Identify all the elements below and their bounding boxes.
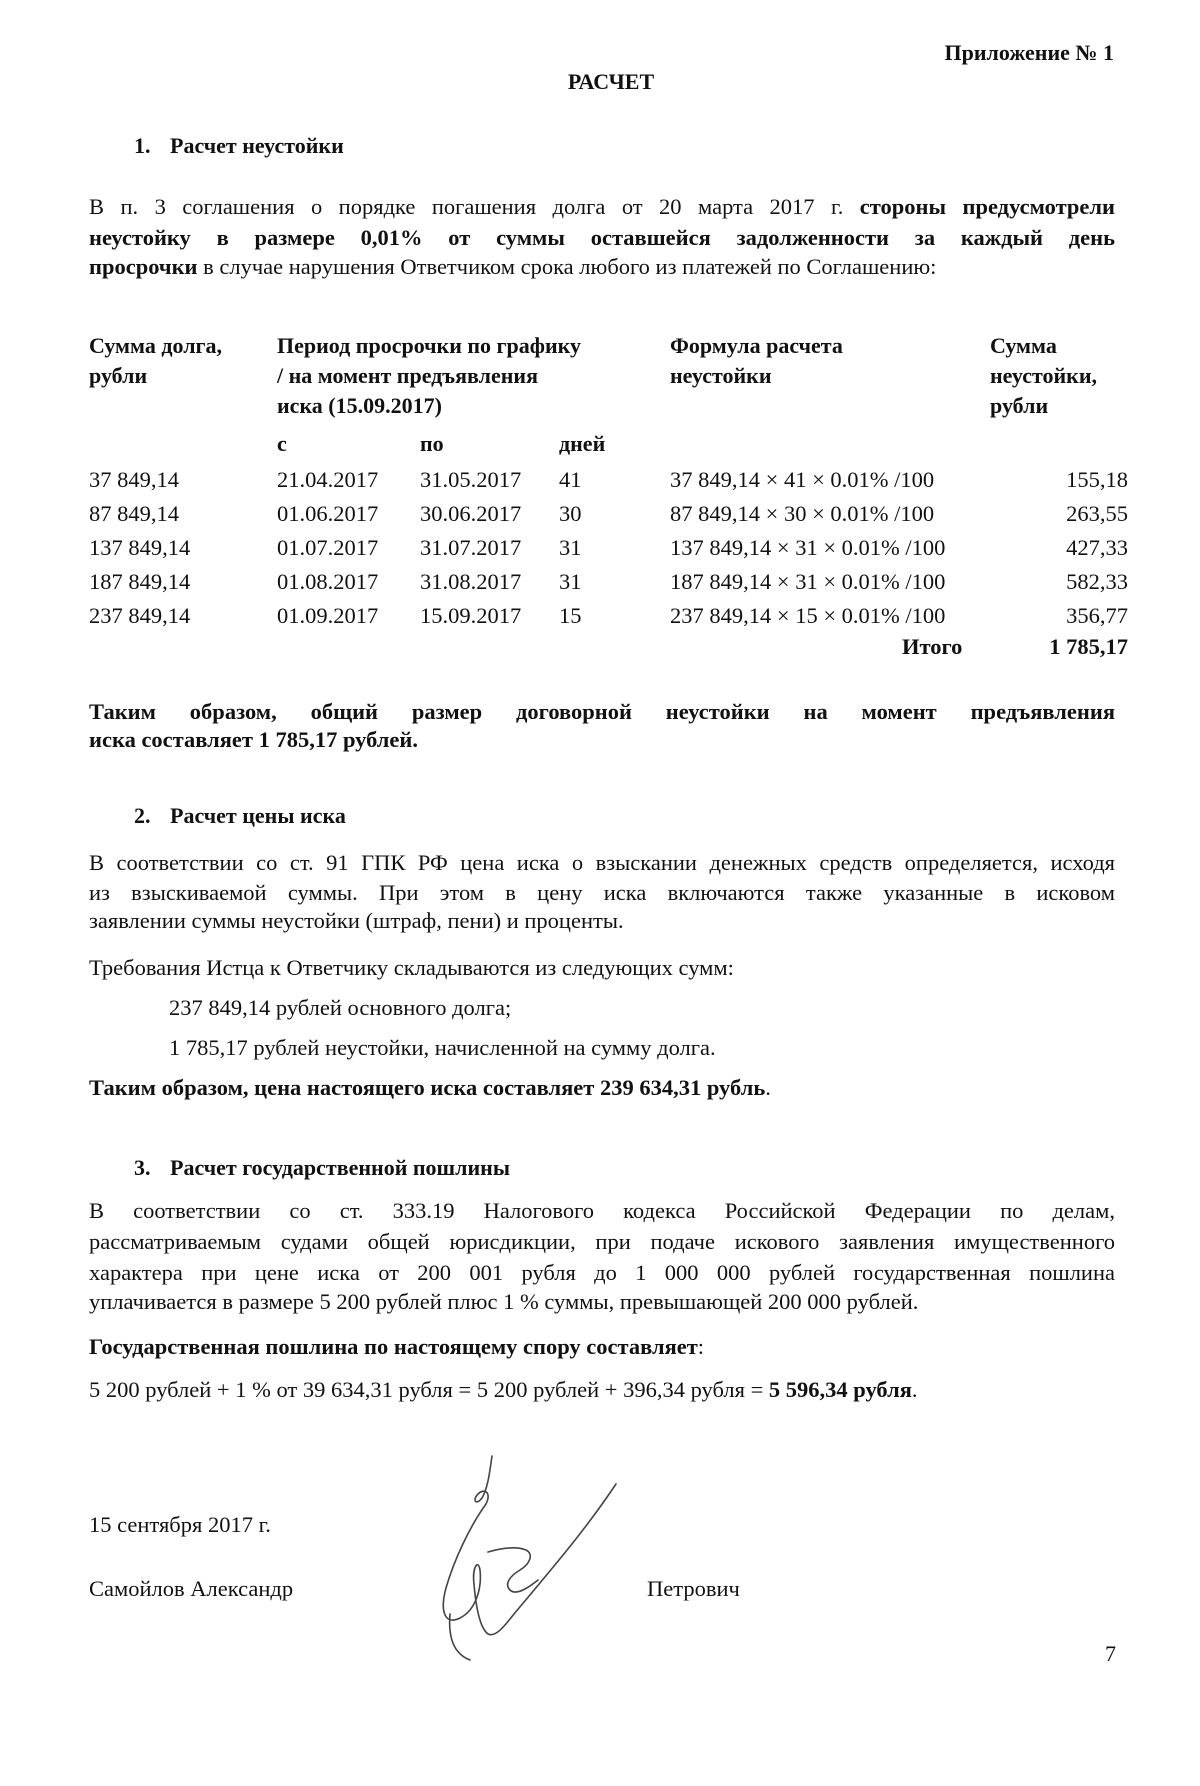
- table-cell-to: 31.07.2017: [420, 535, 522, 560]
- duty-statement: Государственная пошлина по настоящему спору составляет:: [89, 1334, 705, 1359]
- table-cell-days: 30: [559, 501, 582, 526]
- signer-name-right: Петрович: [647, 1576, 740, 1601]
- table-cell-to: 30.06.2017: [420, 501, 522, 526]
- section-2-number: 2.: [134, 803, 151, 828]
- table-header-days: дней: [559, 431, 606, 456]
- table-cell-days: 31: [559, 569, 582, 594]
- appendix-label: Приложение № 1: [944, 40, 1114, 65]
- table-cell-formula: 87 849,14 × 30 × 0.01% /100: [670, 501, 935, 526]
- table-cell-formula: 237 849,14 × 15 × 0.01% /100: [670, 603, 946, 628]
- section-2-conclusion: Таким образом, цена настоящего иска составляет 239 634,31 рубль.: [89, 1075, 771, 1100]
- section-3-title: Расчет государственной пошлины: [170, 1155, 511, 1180]
- claim-item-penalty: 1 785,17 рублей неустойки, начисленной на сумму долга.: [169, 1035, 716, 1060]
- table-header-from: с: [277, 431, 287, 456]
- handwritten-signature: [430, 1448, 640, 1668]
- claim-item-main-debt: 237 849,14 рублей основного долга;: [169, 995, 512, 1020]
- section-2-heading: [134, 803, 346, 829]
- table-header-penalty: Сумма неустойки, рубли: [990, 333, 1098, 418]
- section-1-conclusion-line-1: Таким образом, общий размер договорной неустойки на момент предъявления: [89, 699, 1115, 724]
- section-1-conclusion-line-2: иска составляет 1 785,17 рублей.: [89, 727, 418, 752]
- table-cell-debt: 37 849,14: [89, 467, 179, 492]
- page-number: 7: [1105, 1641, 1116, 1666]
- section-3-number: 3.: [134, 1155, 151, 1180]
- table-cell-penalty: 582,33: [1066, 569, 1128, 594]
- table-header-to: по: [420, 431, 444, 456]
- table-header-formula: Формула расчета неустойки: [670, 333, 843, 388]
- table-cell-from: 21.04.2017: [277, 467, 379, 492]
- table-cell-penalty: 356,77: [1066, 603, 1128, 628]
- table-cell-penalty: 427,33: [1066, 535, 1128, 560]
- table-cell-penalty: 263,55: [1066, 501, 1128, 526]
- section-1-intro-line-1: В п. 3 соглашения о порядке погашения долга от 20 марта 2017 г. стороны предусмотрели: [89, 194, 1116, 219]
- table-cell-to: 31.08.2017: [420, 569, 522, 594]
- table-cell-formula: 187 849,14 × 31 × 0.01% /100: [670, 569, 946, 594]
- table-cell-formula: 37 849,14 × 41 × 0.01% /100: [670, 467, 935, 492]
- section-3-para-line-2: рассматриваемым судами общей юрисдикции, при подаче искового заявления имущественного: [89, 1229, 1115, 1254]
- section-2-title: Расчет цены иска: [170, 803, 346, 828]
- section-1-intro-line-3: просрочки в случае нарушения Ответчиком срока любого из платежей по Соглашению:: [89, 254, 937, 279]
- signer-name-left: Самойлов Александр: [89, 1576, 294, 1601]
- section-3-heading: [134, 1155, 510, 1181]
- document-title: РАСЧЕТ: [567, 69, 655, 94]
- table-cell-penalty: 155,18: [1066, 467, 1128, 492]
- table-cell-formula: 137 849,14 × 31 × 0.01% /100: [670, 535, 946, 560]
- table-header-period: Период просрочки по графику / на момент предъявления иска (15.09.2017): [277, 333, 582, 418]
- table-cell-to: 15.09.2017: [420, 603, 522, 628]
- table-total-value: 1 785,17: [1049, 634, 1128, 659]
- table-cell-from: 01.08.2017: [277, 569, 379, 594]
- table-cell-debt: 187 849,14: [89, 569, 191, 594]
- table-cell-debt: 87 849,14: [89, 501, 179, 526]
- claims-intro: Требования Истца к Ответчику складываются из следующих сумм:: [89, 955, 734, 980]
- section-3-para-line-4: уплачивается в размере 5 200 рублей плюс 1 % суммы, превышающей 200 000 рублей.: [89, 1289, 919, 1314]
- duty-calculation: 5 200 рублей + 1 % от 39 634,31 рубля = 5 200 рублей + 396,34 рубля = 5 596,34 рубля.: [89, 1377, 918, 1402]
- section-2-para-line-2: из взыскиваемой суммы. При этом в цену иска включаются также указанные в исковом: [89, 880, 1115, 905]
- table-cell-from: 01.09.2017: [277, 603, 379, 628]
- table-cell-days: 31: [559, 535, 582, 560]
- signing-date: 15 сентября 2017 г.: [89, 1512, 271, 1537]
- table-cell-to: 31.05.2017: [420, 467, 522, 492]
- table-cell-debt: 237 849,14: [89, 603, 191, 628]
- section-3-para-line-1: В соответствии со ст. 333.19 Налогового кодекса Российской Федерации по делам,: [89, 1198, 1115, 1223]
- section-1-heading: [134, 133, 344, 159]
- table-cell-days: 41: [559, 467, 582, 492]
- table-cell-from: 01.07.2017: [277, 535, 379, 560]
- section-2-para-line-1: В соответствии со ст. 91 ГПК РФ цена иска о взыскании денежных средств определяется, исходя: [89, 850, 1115, 875]
- section-1-number: 1.: [134, 133, 151, 158]
- table-header-debt: Сумма долга, рубли: [89, 333, 223, 388]
- section-2-para-line-3: заявлении суммы неустойки (штраф, пени) и проценты.: [89, 908, 624, 933]
- table-cell-days: 15: [559, 603, 582, 628]
- table-total-label: Итого: [902, 634, 963, 659]
- section-3-para-line-3: характера при цене иска от 200 001 рубля до 1 000 000 рублей государственная пошлина: [89, 1260, 1115, 1285]
- section-1-intro-line-2: неустойку в размере 0,01% от суммы оставшейся задолженности за каждый день: [89, 225, 1115, 250]
- section-1-title: Расчет неустойки: [170, 133, 344, 158]
- table-cell-from: 01.06.2017: [277, 501, 379, 526]
- table-cell-debt: 137 849,14: [89, 535, 191, 560]
